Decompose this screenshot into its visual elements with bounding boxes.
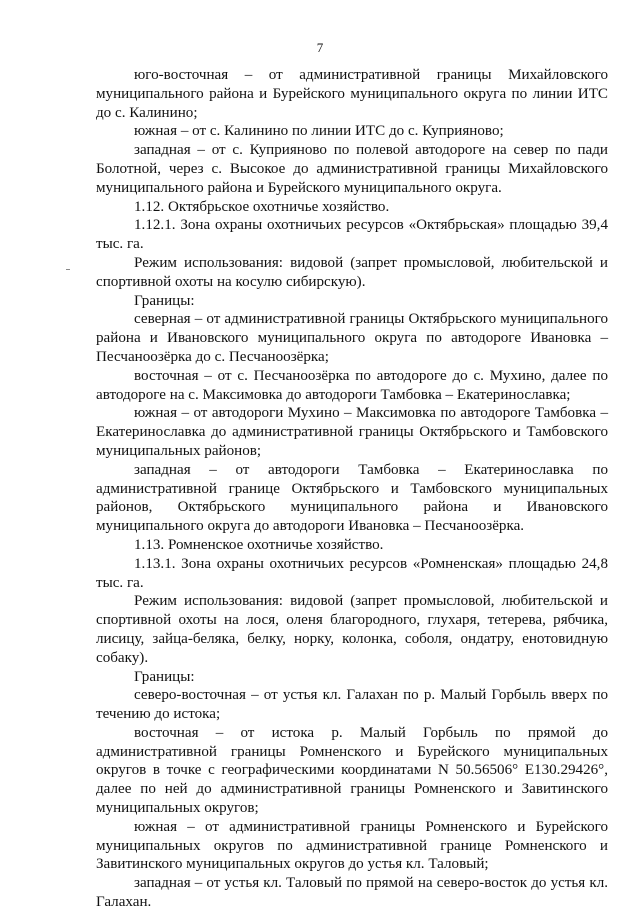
paragraph-boundary-east-3: восточная – от истока р. Малый Горбыль по прямой до административной границы Ромненского и Бурейского муниципальных округов в точке с географическими координатами N 50.56506° E130.29426°, далее по ней до административной границы Ромненского и Завитинского муниципальных округов; — [96, 724, 608, 817]
paragraph-boundary-north-2: северная – от административной границы Октябрьского муниципального района и Ивановского муниципального округа по автодороге Ивановка – Песчаноозёрка до с. Песчаноозёрка; — [96, 311, 608, 365]
section-heading-1-13: 1.13. Ромненское охотничье хозяйство. — [134, 536, 384, 553]
paragraph-boundary-south-3: южная – от административной границы Ромненского и Бурейского муниципальных округов по административной границе Ромненского и Завитинского муниципальных округов до устья кл. Таловый; — [96, 818, 608, 873]
margin-mark — [66, 269, 70, 270]
subsection-1-12-1: 1.12.1. Зона охраны охотничьих ресурсов «Октябрьская» площадью 39,4 тыс. га. — [96, 217, 608, 253]
subsection-1-13-1: 1.13.1. Зона охраны охотничьих ресурсов «Ромненская» площадью 24,8 тыс. га. — [96, 555, 608, 591]
section-heading-1-12: 1.12. Октябрьское охотничье хозяйство. — [134, 198, 390, 215]
document-body — [96, 66, 608, 912]
paragraph-boundary-south-1: южная – от с. Калинино по линии ИТС до с. Куприяново; — [134, 123, 504, 140]
paragraph-boundary-east-2: восточная – от с. Песчаноозёрка по автодороге до с. Мухино, далее по автодороге на с. Максимовка до автодороги Тамбовка – Екатеринославка; — [96, 367, 608, 403]
usage-regime-1-13: Режим использования: видовой (запрет промысловой, любительской и спортивной охоты на лося, оленя благородного, глухаря, тетерева, рябчика, лисицу, зайца-беляка, белку, норку, колонка, соболя, ондатру, енотовидную собаку). — [96, 593, 608, 666]
paragraph-boundary-west-1: западная – от с. Куприяново по полевой автодороге на север по пади Болотной, через с. Высокое до административной границы Михайловского муниципального района и Бурейского муниципального округа. — [96, 142, 608, 196]
boundaries-label-1-12: Границы: — [134, 292, 195, 309]
usage-regime-1-12: Режим использования: видовой (запрет промысловой, любительской и спортивной охоты на косулю сибирскую). — [96, 254, 608, 290]
paragraph-boundary-north-east-3: северо-восточная – от устья кл. Галахан по р. Малый Горбыль вверх по течению до истока; — [96, 687, 608, 723]
paragraph-boundary-west-2: западная – от автодороги Тамбовка – Екатеринославка по административной границе Октябрьского и Тамбовского муниципальных районов, Октябрьского муниципального района и Ивановского муниципального округа до автодороги Ивановка – Песчаноозёрка. — [96, 461, 608, 535]
page-number: 7 — [316, 40, 324, 55]
paragraph-boundary-west-3: западная – от устья кл. Таловый по прямой на северо-восток до устья кл. Галахан. — [96, 875, 608, 911]
paragraph-boundary-south-2: южная – от автодороги Мухино – Максимовка по автодороге Тамбовка – Екатеринославка до административной границы Октябрьского и Тамбовского муниципальных районов; — [96, 405, 608, 459]
paragraph-boundary-south-east-1: юго-восточная – от административной границы Михайловского муниципального района и Бурейского муниципального округа по линии ИТС до с. Калинино; — [96, 67, 608, 121]
boundaries-label-1-13: Границы: — [134, 668, 195, 685]
